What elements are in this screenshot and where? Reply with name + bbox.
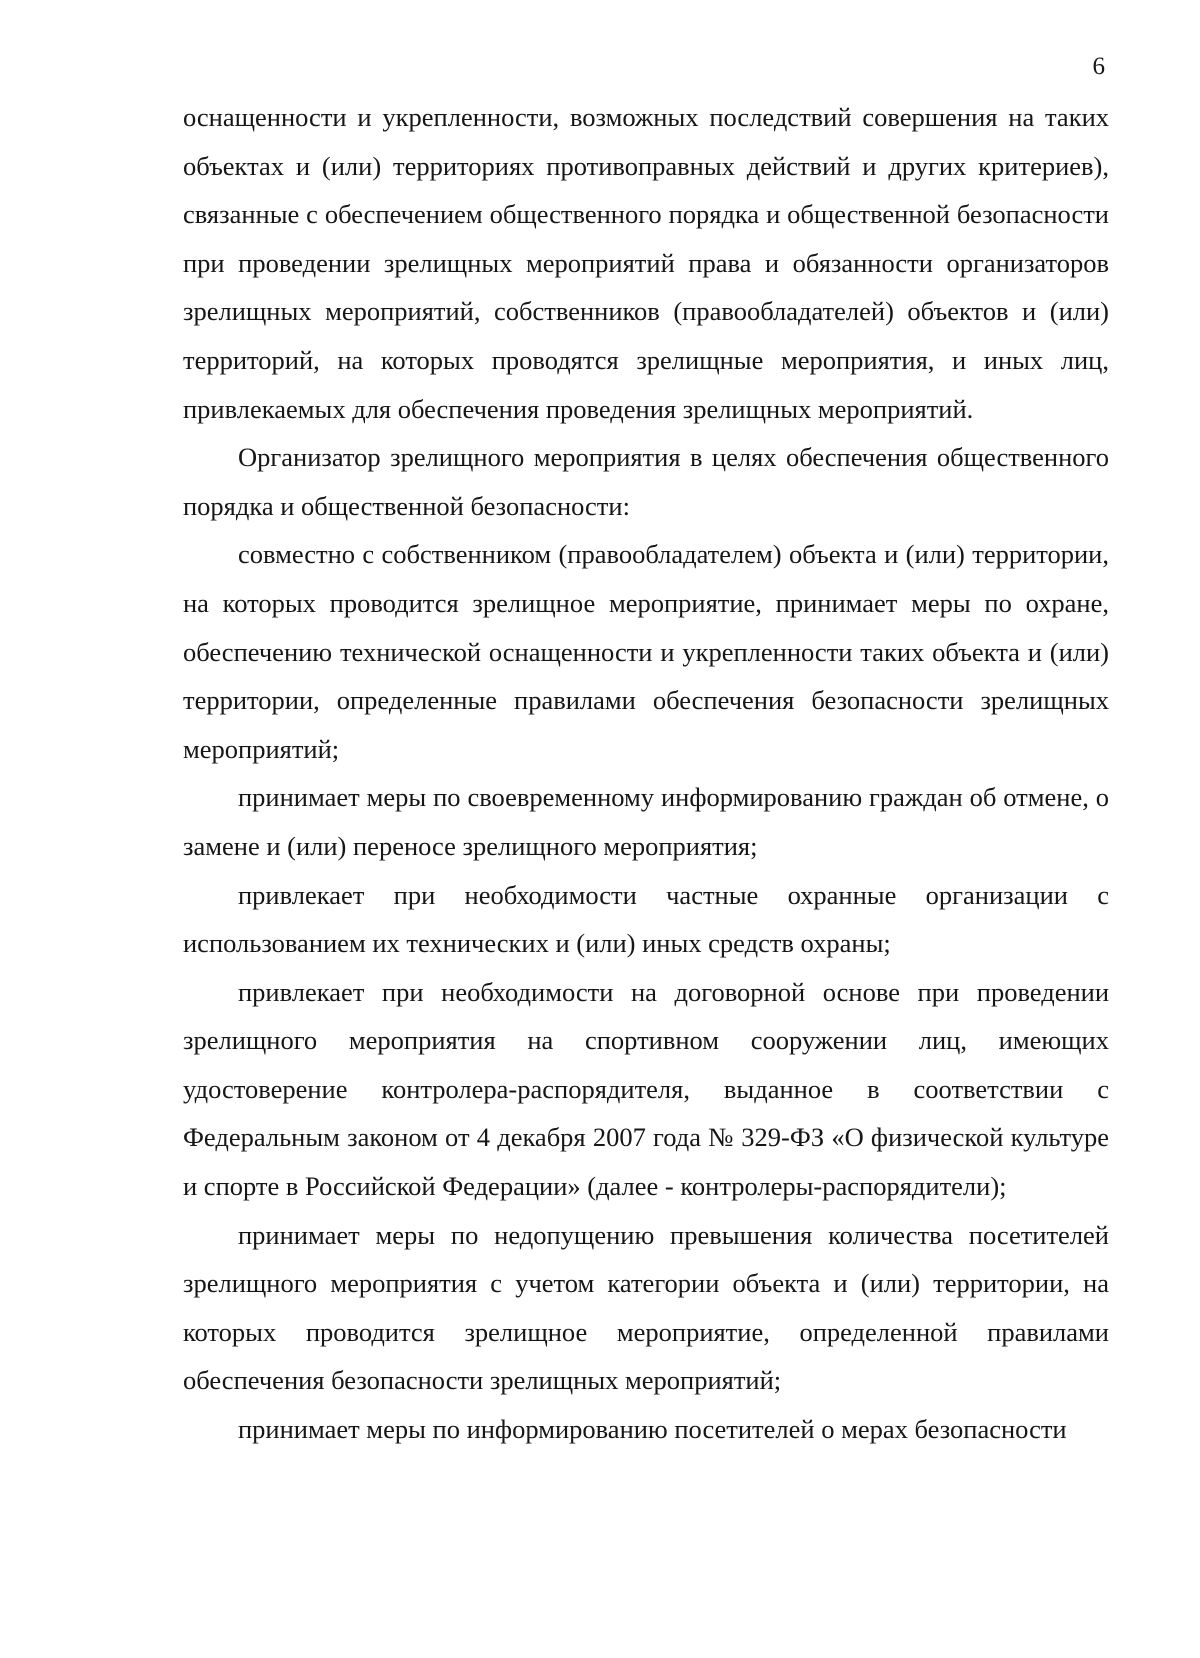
document-body — [183, 93, 1109, 1454]
paragraph-visitor-safety-info: принимает меры по информированию посетителей о мерах безопасности — [238, 1414, 1067, 1445]
page-number: 6 — [1092, 53, 1105, 80]
paragraph-joint-protection-measures: совместно с собственником (правообладателем) объекта и (или) территории, на которых проводится зрелищное мероприятие, принимает меры по охране, обеспечению технической оснащенности и укрепленности таких объекта и (или) территории, определенные правилами обеспечения безопасности зрелищных мероприятий; — [183, 539, 1109, 764]
paragraph-visitor-capacity: принимает меры по недопущению превышения количества посетителей зрелищного мероприятия с учетом категории объекта и (или) территории, на которых проводится зрелищное мероприятие, определенной правилами обеспечения безопасности зрелищных мероприятий; — [183, 1219, 1109, 1396]
paragraph-timely-informing: принимает меры по своевременному информированию граждан об отмене, о замене и (или) переносе зрелищного мероприятия; — [183, 782, 1109, 861]
paragraph-stewards-contract: привлекает при необходимости на договорной основе при проведении зрелищного мероприятия на спортивном сооружении лиц, имеющих удостоверение контролера-распорядителя, выданное в соответствии с Федеральным законом от 4 декабря 2007 года № 329-ФЗ «О физической культуре и спорте в Российской Федерации» (далее - контролеры-распорядители); — [183, 976, 1109, 1202]
paragraph-organizer-duties-intro: Организатор зрелищного мероприятия в целях обеспечения общественного порядка и общественной безопасности: — [183, 442, 1109, 521]
paragraph-continuation: оснащенности и укрепленности, возможных последствий совершения на таких объектах и (или) территориях противоправных действий и других критериев), связанные с обеспечением общественного порядка и общественной безопасности при проведении зрелищных мероприятий права и обязанности организаторов зрелищных мероприятий, собственников (правообладателей) объектов и (или) территорий, на которых проводятся зрелищные мероприятия, и иных лиц, привлекаемых для обеспечения проведения зрелищных мероприятий. — [183, 102, 1109, 424]
paragraph-private-security: привлекает при необходимости частные охранные организации с использованием их технических и (или) иных средств охраны; — [183, 879, 1109, 959]
